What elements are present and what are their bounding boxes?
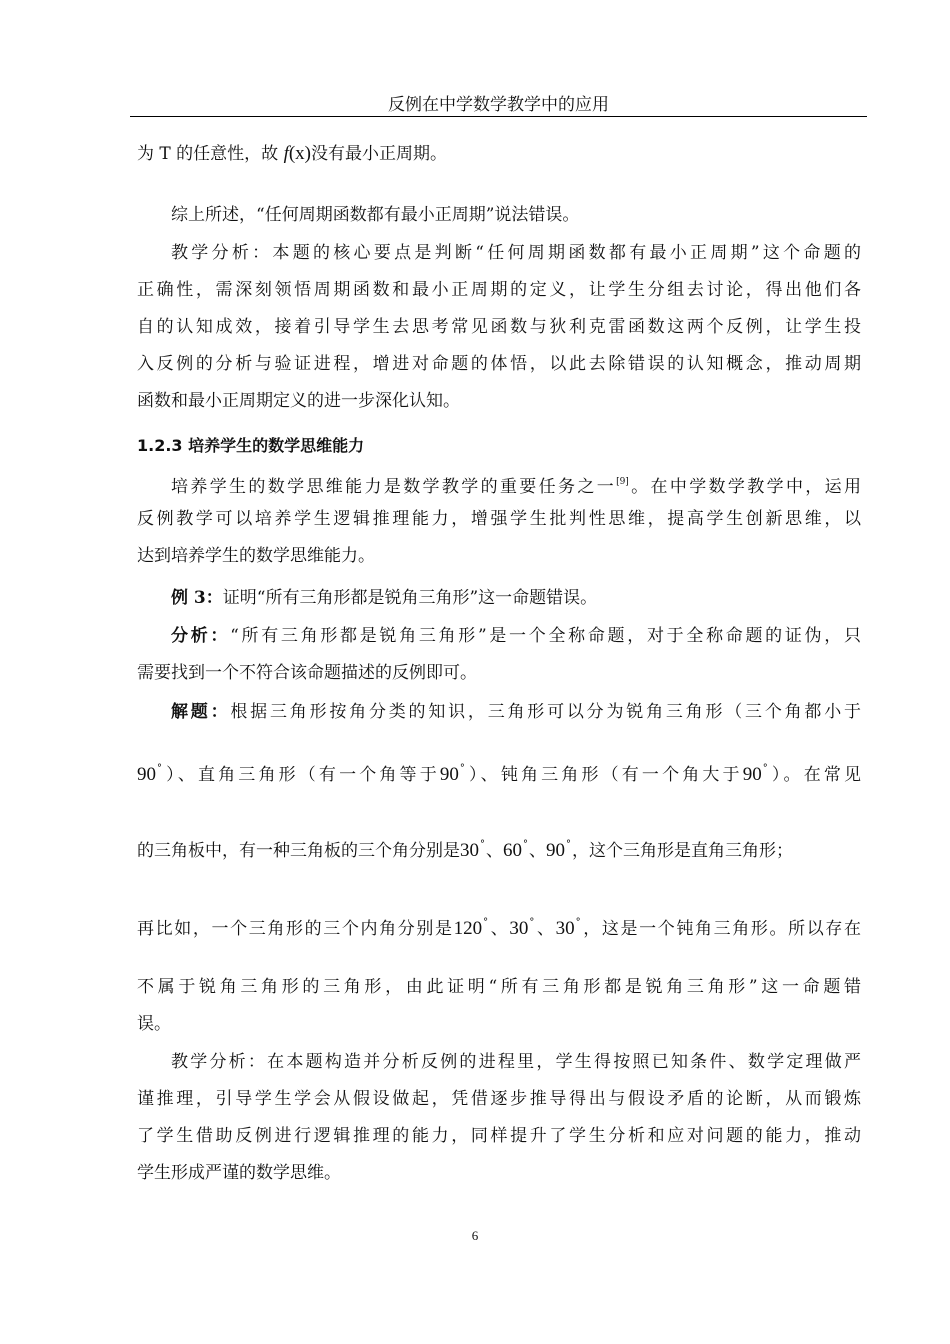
degree-symbol: ° [483,917,489,928]
text-span: 。在中学数学教学中，运用 [628,477,862,497]
text-span: 培养学生的数学思维能力是数学教学的重要任务之一 [171,477,617,497]
analysis-line [171,625,861,647]
paragraph-line: 自的认知成效，接着引导学生去思考常见函数与狄利克雷函数这两个反例，让学生投 [137,317,861,337]
running-header: 反例在中学数学教学中的应用 [388,95,609,115]
degree-symbol: ° [566,839,571,850]
separator: 、 [529,841,546,861]
paragraph-line: 反例教学可以培养学生逻辑推理能力，增强学生批判性思维，提高学生创新思维，以 [137,509,861,529]
paragraph-line: 入反例的分析与验证进程，增进对命题的体悟，以此去除错误的认知概念，推动周期 [137,354,861,374]
paragraph-line: 学生形成严谨的数学思维。 [137,1163,341,1183]
page-number: 6 [471,1228,479,1243]
paragraph-line: 不属于锐角三角形的三角形，由此证明“所有三角形都是锐角三角形”这一命题错 [137,977,861,997]
text-span: ）、直角三角形（有一个角等于 [163,765,440,785]
text-span: 再比如，一个三角形的三个内角分别是 [137,919,454,939]
math-value: 60 [503,840,522,861]
degree-symbol: ° [523,839,528,850]
paragraph-line: 教学分析：本题的核心要点是判断“任何周期函数都有最小正周期”这个命题的 [171,243,861,263]
text-span: ）、钝角三角形（有一个角大于 [465,765,743,785]
text-span: 为 T 的任意性，故 [137,144,284,164]
separator: 、 [489,919,510,939]
paragraph-line [171,471,861,498]
text-span: ）。在常见 [768,765,862,785]
degree-symbol: ° [157,763,162,774]
analysis-label: 分析： [171,626,231,646]
math-value: 90 [439,764,459,785]
solution-line [171,701,861,723]
example-label: 例 3： [171,588,223,608]
math-value: 120 [453,918,483,939]
section-heading: 1.2.3 培养学生的数学思维能力 [137,436,365,455]
paragraph-line: 正确性，需深刻领悟周期函数和最小正周期的定义，让学生分组去讨论，得出他们各 [137,280,861,300]
paragraph-line: 教学分析：在本题构造并分析反例的进程里，学生得按照已知条件、数学定理做严 [171,1052,861,1072]
separator: 、 [535,919,556,939]
math-value: 30 [460,840,479,861]
paragraph-line: 函数和最小正周期定义的进一步深化认知。 [137,391,460,411]
math-value: 90 [742,764,762,785]
paragraph-line [137,834,861,862]
paragraph-line: 需要找到一个不符合该命题描述的反例即可。 [137,663,477,683]
paragraph-line [137,143,861,165]
solution-text: 根据三角形按角分类的知识，三角形可以分为锐角三角形（三个角都小于 [230,702,862,722]
degree-symbol: ° [459,763,465,774]
degree-symbol: ° [762,763,768,774]
paragraph-line: 误。 [137,1014,171,1034]
math-value: 30 [555,918,575,939]
header-divider [130,116,867,117]
solution-label: 解题： [171,702,231,722]
citation-ref: [9] [616,477,629,487]
degree-symbol: ° [480,839,485,850]
math-value: 90 [546,840,565,861]
example-text: 证明“所有三角形都是锐角三角形”这一命题错误。 [222,588,598,608]
paragraph-line [137,758,861,786]
paragraph-line: 综上所述，“任何周期函数都有最小正周期”说法错误。 [171,205,580,225]
paragraph-line: 了学生借助反例进行逻辑推理的能力，同样提升了学生分析和应对问题的能力，推动 [137,1126,861,1146]
analysis-text: “所有三角形都是锐角三角形”是一个全称命题，对于全称命题的证伪，只 [230,626,861,646]
math-function: f(x) [283,143,311,164]
paragraph-line: 达到培养学生的数学思维能力。 [137,546,375,566]
separator: 、 [486,841,503,861]
example-line [171,587,861,609]
text-span: ，这是一个钝角三角形。所以存在 [581,919,861,939]
paragraph-line [137,912,861,940]
text-span: 没有最小正周期。 [311,144,447,164]
math-value: 30 [509,918,529,939]
text-span: ，这个三角形是直角三角形； [572,841,793,861]
degree-symbol: ° [575,917,581,928]
paragraph-line: 谨推理，引导学生学会从假设做起，凭借逐步推导得出与假设矛盾的论断，从而锻炼 [137,1089,861,1109]
text-span: 的三角板中，有一种三角板的三个角分别是 [137,841,460,861]
math-value: 90 [137,764,156,785]
degree-symbol: ° [529,917,535,928]
